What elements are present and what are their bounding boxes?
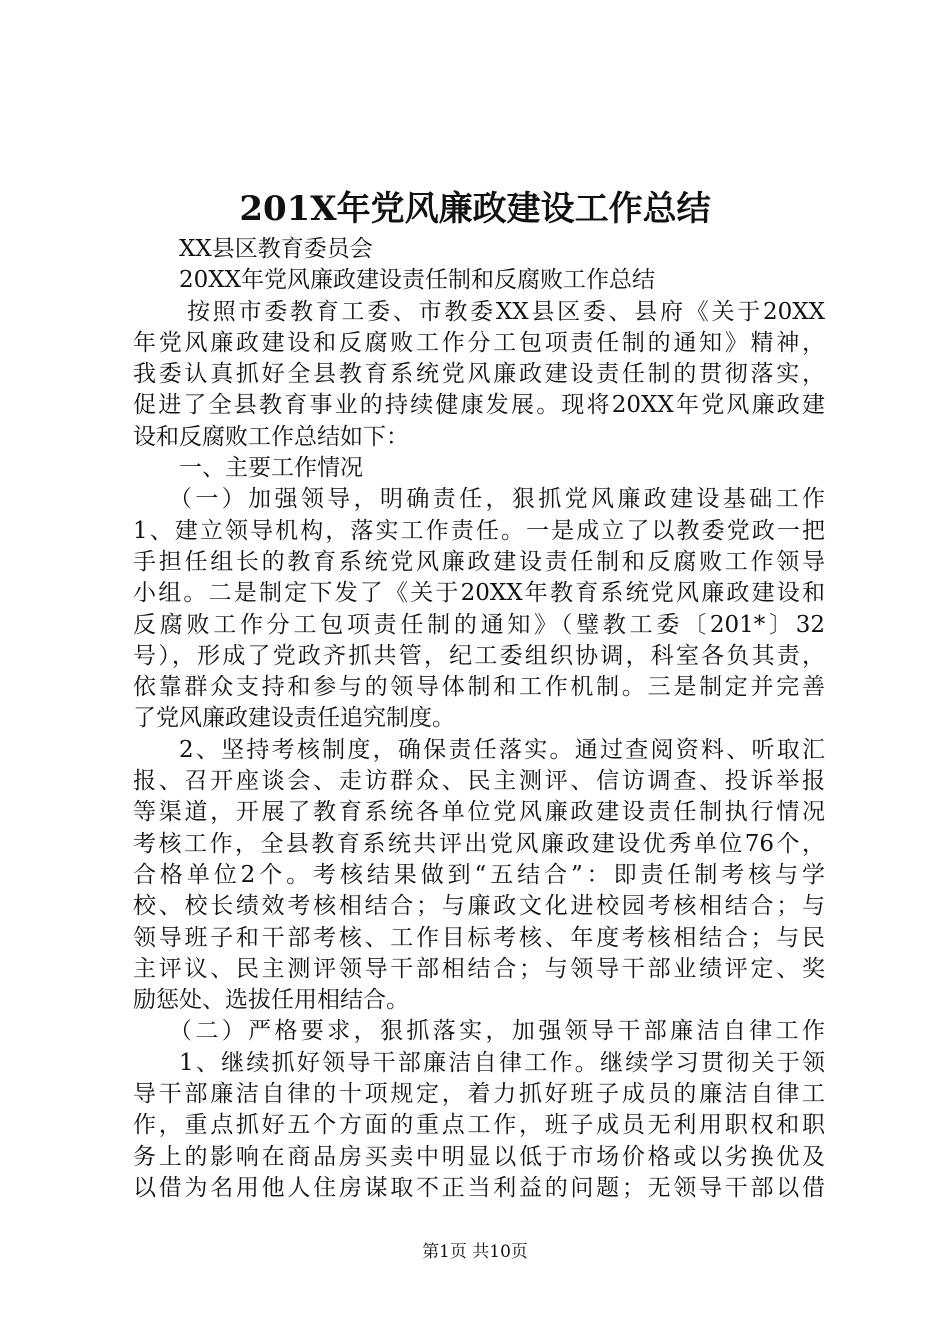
text-line: 设和反腐败工作总结如下： (133, 423, 409, 450)
text-line: 报、召开座谈会、走访群众、民主测评、信访调查、投诉举报 (133, 768, 825, 795)
text-line: 务上的影响在商品房买卖中明显以低于市场价格或以劣换优及 (133, 1143, 825, 1170)
text-line: 主评议、民主测评领导干部相结合；与领导干部业绩评定、奖 (133, 955, 825, 982)
text-line: XX县区教育委员会 (179, 236, 373, 262)
text-line: 号），形成了党政齐抓共管，纪工委组织协调，科室各负其责， (133, 642, 825, 669)
text-line: 1、建立领导机构，落实工作责任。一是成立了以教委党政一把 (133, 517, 825, 544)
text-line: 励惩处、选拔任用相结合。 (133, 987, 409, 1014)
text-line: 我委认真抓好全县教育系统党风廉政建设责任制的贯彻落实， (133, 361, 825, 388)
text-line: 了党风廉政建设责任追究制度。 (133, 705, 455, 732)
text-line: 20XX年党风廉政建设责任制和反腐败工作总结 (179, 267, 656, 294)
section-heading: 一、主要工作情况 (179, 455, 363, 482)
text-line: 校、校长绩效考核相结合；与廉政文化进校园考核相结合；与 (133, 893, 825, 920)
text-line: 考核工作，全县教育系统共评出党风廉政建设优秀单位76个， (133, 830, 825, 857)
text-line: 按照市委教育工委、市教委XX县区委、县府《关于20XX (187, 298, 825, 325)
text-line: 作，重点抓好五个方面的重点工作，班子成员无利用职权和职 (133, 1112, 825, 1139)
text-line: 导干部廉洁自律的十项规定，着力抓好班子成员的廉洁自律工 (133, 1081, 825, 1108)
subsection-heading: （二）严格要求，狠抓落实，加强领导干部廉洁自律工作 (169, 1018, 825, 1045)
document-body (133, 234, 825, 1204)
text-line: 促进了全县教育事业的持续健康发展。现将20XX年党风廉政建 (133, 392, 825, 419)
text-line: 年党风廉政建设和反腐败工作分工包项责任制的通知》精神， (133, 329, 825, 356)
subsection-heading: （一）加强领导，明确责任，狠抓党风廉政建设基础工作 (169, 486, 825, 513)
text-line: 等渠道，开展了教育系统各单位党风廉政建设责任制执行情况 (133, 799, 825, 826)
document-title: 201X年党风廉政建设工作总结 (239, 189, 711, 229)
text-line: 领导班子和干部考核、工作目标考核、年度考核相结合；与民 (133, 924, 825, 951)
page-number-footer: 第1页 共10页 (422, 1242, 528, 1262)
text-line: 2、坚持考核制度，确保责任落实。通过查阅资料、听取汇 (179, 736, 825, 763)
text-line: 小组。二是制定下发了《关于20XX年教育系统党风廉政建设和 (133, 580, 825, 607)
text-line: 合格单位2个。考核结果做到“五结合”：即责任制考核与学 (133, 861, 825, 888)
text-line: 手担任组长的教育系统党风廉政建设责任制和反腐败工作领导 (133, 548, 825, 575)
text-line: 1、继续抓好领导干部廉洁自律工作。继续学习贯彻关于领 (179, 1049, 825, 1076)
text-line: 反腐败工作分工包项责任制的通知》（璧教工委〔201*〕32 (133, 611, 825, 638)
text-line: 依靠群众支持和参与的领导体制和工作机制。三是制定并完善 (133, 674, 825, 701)
text-line: 以借为名用他人住房谋取不正当利益的问题；无领导干部以借 (133, 1174, 825, 1201)
